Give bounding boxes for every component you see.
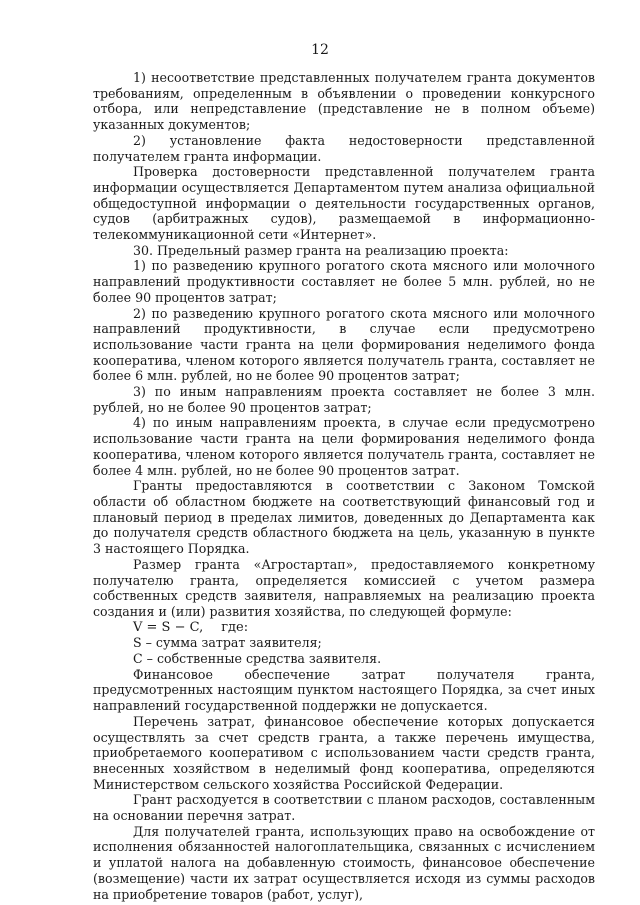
paragraph-limit-2: 2) по разведению крупного рогатого скота мясного или молочного направлений продуктивности, в случае если предусмотрено использование части гранта на цели формирования неделимого фонда кооператива, членом которого является получатель гранта, составляет не более 6 млн. рублей, но не более 90 процентов затрат; <box>93 305 595 384</box>
paragraph-s-definition: S – сумма затрат заявителя; <box>133 635 322 651</box>
paragraph-grant-size: Размер гранта «Агростартап», предоставляемого конкретному получателю гранта, определяется комиссией с учетом размера собственных средств заявителя, направляемых на реализацию проекта создания и (или) развития хозяйства, по следующей формуле: <box>93 556 595 619</box>
paragraph-limit-3: 3) по иным направлениям проекта составляет не более 3 млн. рублей, но не более 90 процентов затрат; <box>93 384 595 415</box>
paragraph-limit-1: 1) по разведению крупного рогатого скота мясного или молочного направлений продуктивности составляет не более 5 млн. рублей, но не более 90 процентов затрат; <box>93 258 595 305</box>
paragraph-limit-4: 4) по иным направлениям проекта, в случае если предусмотрено использование части гранта на цели формирования неделимого фонда кооператива, членом которого является получатель гранта, составляет не более 4 млн. рублей, но не более 90 процентов затрат. <box>93 415 595 478</box>
paragraph-grounds-1: 1) несоответствие представленных получателем гранта документов требованиям, определенным в объявлении о проведении конкурсного отбора, или непредставление (представление не в полном объеме) указанных документов; <box>93 70 595 133</box>
paragraph-grounds-2: 2) установление факта недостоверности представленной получателем гранта информации. <box>93 132 595 164</box>
paragraph-expense-list: Перечень затрат, финансовое обеспечение которых допускается осуществлять за счет средств гранта, а также перечень имущества, приобретаемого кооперативом с использованием части средств гранта, внесенных хозяйством в неделимый фонд кооператива, определяются Министерством сельского хозяйства Российской Федерации. <box>93 713 595 792</box>
page-number: 12 <box>311 42 329 58</box>
paragraph-c-definition: C – собственные средства заявителя. <box>133 651 382 667</box>
formula <box>93 620 595 636</box>
formula-expression: V = S − C, <box>133 619 204 635</box>
paragraph-budget: Гранты предоставляются в соответствии с Законом Томской области об областном бюджете на соответствующий финансовый год и плановый период в пределах лимитов, доведенных до Департамента как до получателя средств областного бюджета на цель, указанную в пункте 3 настоящего Порядка. <box>93 478 595 557</box>
paragraph-spending-plan: Грант расходуется в соответствии с планом расходов, составленным на основании перечня затрат. <box>93 792 595 824</box>
paragraph-vat: Для получателей гранта, использующих право на освобождение от исполнения обязанностей налогоплательщика, связанных с исчислением и уплатой налога на добавленную стоимость, финансовое обеспечение (возмещение) части их затрат осуществляется исходя из суммы расходов на приобретение товаров (работ, услуг), <box>93 823 595 902</box>
paragraph-financing: Финансовое обеспечение затрат получателя гранта, предусмотренных настоящим пунктом настоящего Порядка, за счет иных направлений государственной поддержки не допускается. <box>93 666 595 714</box>
document-body <box>93 70 595 902</box>
paragraph-section-30: 30. Предельный размер гранта на реализацию проекта: <box>133 242 509 258</box>
paragraph-verification: Проверка достоверности представленной получателем гранта информации осуществляется Департаментом путем анализа официальной общедоступной информации о деятельности государственных органов, судов (арбитражных судов), размещаемой в информационно-телекоммуникационной сети «Интернет». <box>93 164 595 243</box>
formula-where: где: <box>221 619 249 635</box>
